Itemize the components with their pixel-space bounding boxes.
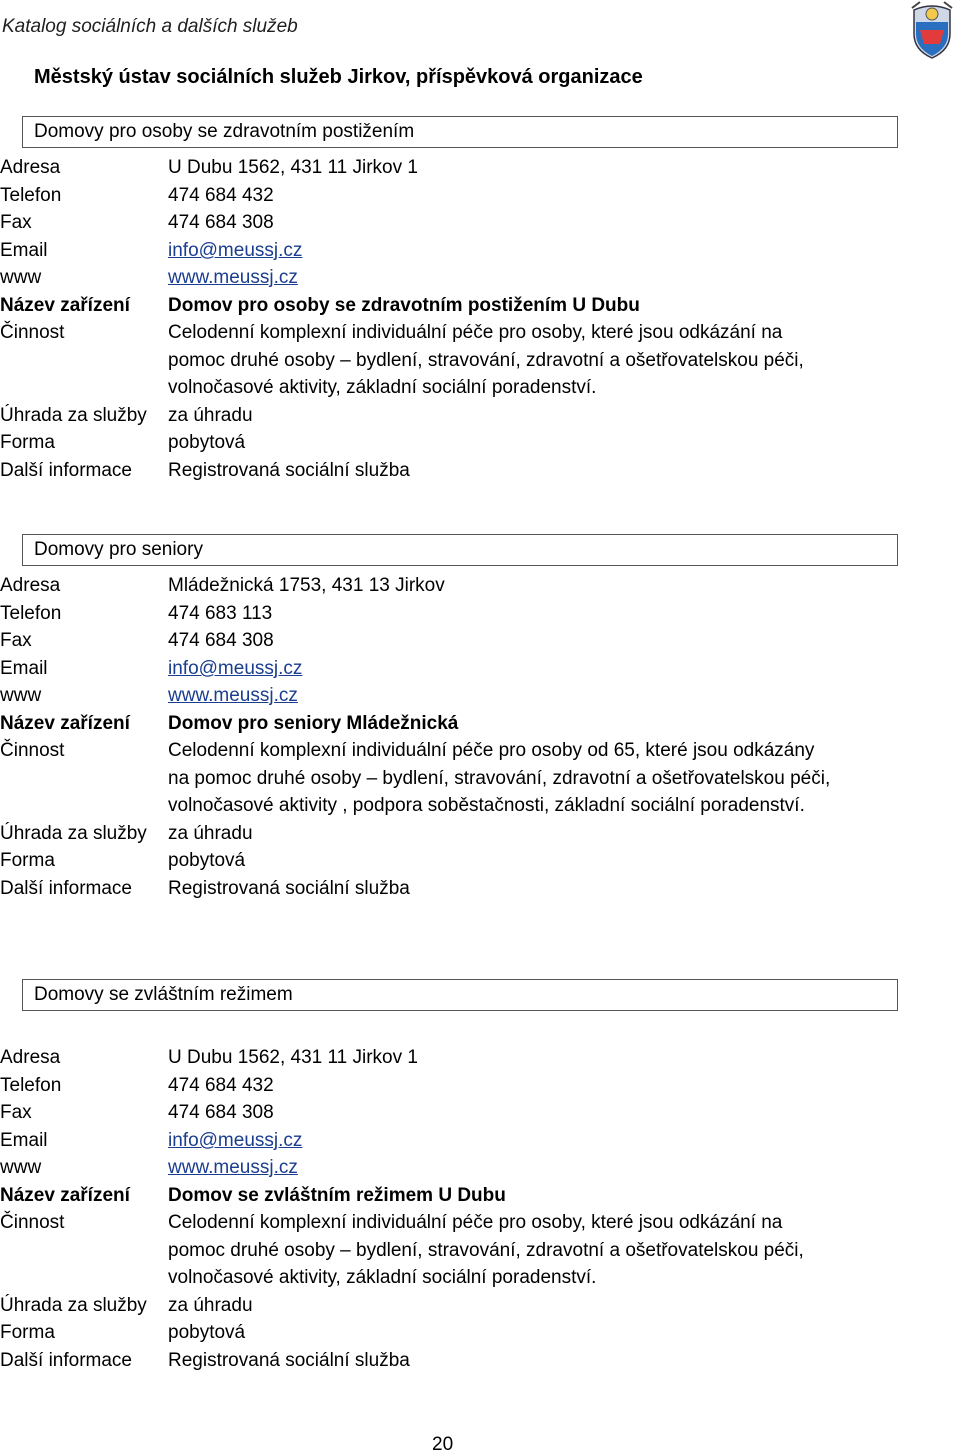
more-info-value: Registrovaná sociální služba xyxy=(168,1350,410,1371)
payment-value: za úhradu xyxy=(168,823,253,844)
phone-value: 474 684 432 xyxy=(168,1075,274,1096)
address-value: U Dubu 1562, 431 11 Jirkov 1 xyxy=(168,157,418,178)
activity-label: Činnost xyxy=(0,1212,65,1233)
activity-label: Činnost xyxy=(0,322,65,343)
form-value: pobytová xyxy=(168,850,246,871)
activity-line-1: Celodenní komplexní individuální péče pro osoby, které jsou odkázání na xyxy=(168,1212,783,1233)
payment-label: Úhrada za služby xyxy=(0,823,147,844)
payment-label: Úhrada za služby xyxy=(0,405,147,426)
payment-value: za úhradu xyxy=(168,405,253,426)
email-link[interactable]: info@meussj.cz xyxy=(168,658,303,679)
payment-value: za úhradu xyxy=(168,1295,253,1316)
www-label: www xyxy=(0,267,42,288)
phone-label: Telefon xyxy=(0,1075,62,1096)
phone-label: Telefon xyxy=(0,185,62,206)
coat-of-arms-icon xyxy=(906,0,958,62)
activity-line-3: volnočasové aktivity, základní sociální poradenství. xyxy=(168,377,597,398)
address-label: Adresa xyxy=(0,575,61,596)
email-link[interactable]: info@meussj.cz xyxy=(168,1130,303,1151)
activity-line-2: na pomoc druhé osoby – bydlení, stravování, zdravotní a ošetřovatelskou péči, xyxy=(168,767,831,789)
form-label: Forma xyxy=(0,1322,55,1343)
section-heading: Domovy pro seniory xyxy=(22,534,898,566)
facility-name-label: Název zařízení xyxy=(0,713,130,734)
form-label: Forma xyxy=(0,850,55,871)
facility-name-label: Název zařízení xyxy=(0,295,130,316)
form-value: pobytová xyxy=(168,432,246,453)
facility-name-value: Domov pro osoby se zdravotním postižením U Dubu xyxy=(168,295,640,316)
more-info-label: Další informace xyxy=(0,1350,132,1371)
section-heading: Domovy pro osoby se zdravotním postižením xyxy=(22,116,898,148)
fax-value: 474 684 308 xyxy=(168,1102,274,1123)
fax-value: 474 684 308 xyxy=(168,630,274,651)
website-link[interactable]: www.meussj.cz xyxy=(168,685,298,706)
www-label: www xyxy=(0,1157,42,1178)
facility-name-label: Název zařízení xyxy=(0,1185,130,1206)
section-heading: Domovy se zvláštním režimem xyxy=(22,979,898,1011)
address-value: U Dubu 1562, 431 11 Jirkov 1 xyxy=(168,1047,418,1068)
fax-value: 474 684 308 xyxy=(168,212,274,233)
fax-label: Fax xyxy=(0,630,32,651)
payment-label: Úhrada za služby xyxy=(0,1295,147,1316)
activity-label: Činnost xyxy=(0,740,65,761)
more-info-label: Další informace xyxy=(0,878,132,899)
phone-label: Telefon xyxy=(0,603,62,624)
facility-name-value: Domov se zvláštním režimem U Dubu xyxy=(168,1185,506,1206)
form-label: Forma xyxy=(0,432,55,453)
email-label: Email xyxy=(0,658,48,679)
address-value: Mládežnická 1753, 431 13 Jirkov xyxy=(168,575,445,596)
address-label: Adresa xyxy=(0,157,61,178)
facility-name-value: Domov pro seniory Mládežnická xyxy=(168,713,459,734)
address-label: Adresa xyxy=(0,1047,61,1068)
email-label: Email xyxy=(0,240,48,261)
phone-value: 474 684 432 xyxy=(168,185,274,206)
website-link[interactable]: www.meussj.cz xyxy=(168,267,298,288)
document-header-title: Katalog sociálních a dalších služeb xyxy=(2,16,298,37)
more-info-label: Další informace xyxy=(0,460,132,481)
more-info-value: Registrovaná sociální služba xyxy=(168,878,410,899)
activity-line-1: Celodenní komplexní individuální péče pro osoby, které jsou odkázání na xyxy=(168,322,783,343)
more-info-value: Registrovaná sociální služba xyxy=(168,460,410,481)
activity-line-3: volnočasové aktivity, základní sociální poradenství. xyxy=(168,1267,597,1288)
fax-label: Fax xyxy=(0,212,32,233)
fax-label: Fax xyxy=(0,1102,32,1123)
activity-line-3: volnočasové aktivity , podpora soběstačnosti, základní sociální poradenství. xyxy=(168,795,805,816)
email-label: Email xyxy=(0,1130,48,1151)
phone-value: 474 683 113 xyxy=(168,603,273,624)
activity-line-2: pomoc druhé osoby – bydlení, stravování, zdravotní a ošetřovatelskou péči, xyxy=(168,349,804,371)
form-value: pobytová xyxy=(168,1322,246,1343)
email-link[interactable]: info@meussj.cz xyxy=(168,240,303,261)
activity-line-2: pomoc druhé osoby – bydlení, stravování, zdravotní a ošetřovatelskou péči, xyxy=(168,1239,804,1261)
website-link[interactable]: www.meussj.cz xyxy=(168,1157,298,1178)
page-number: 20 xyxy=(432,1434,454,1455)
organization-title: Městský ústav sociálních služeb Jirkov, příspěvková organizace xyxy=(34,66,643,88)
www-label: www xyxy=(0,685,42,706)
activity-line-1: Celodenní komplexní individuální péče pro osoby od 65, které jsou odkázány xyxy=(168,740,815,761)
